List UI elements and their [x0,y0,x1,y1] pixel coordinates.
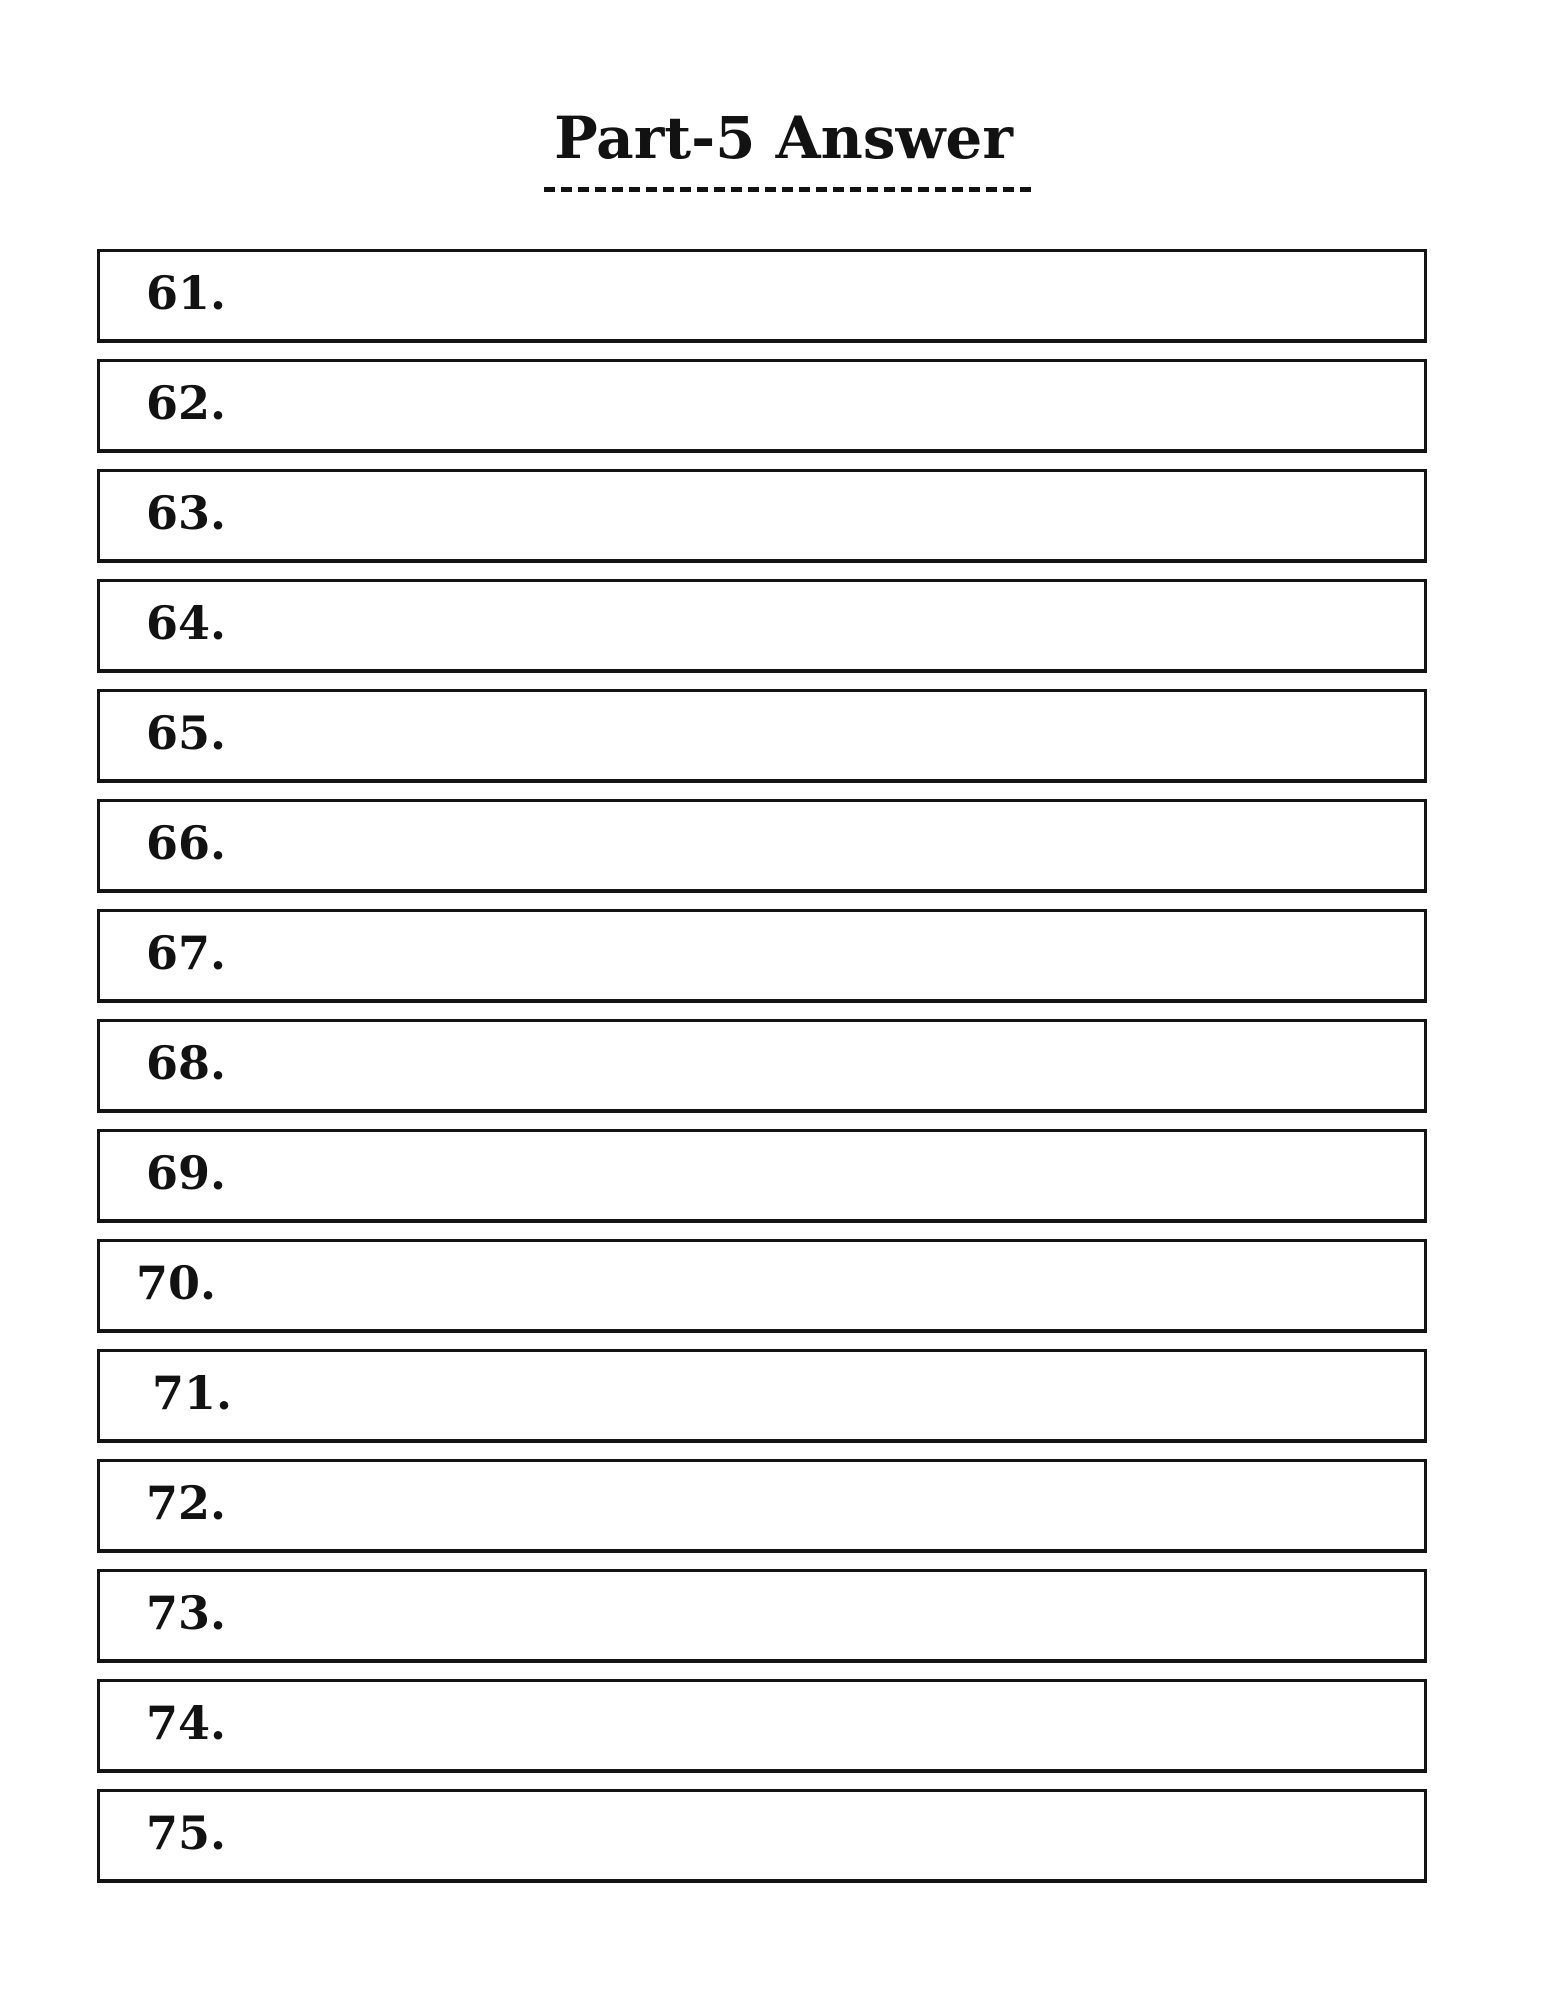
answer-box-70[interactable] [97,1239,1427,1333]
answer-number-label: 64. [146,596,227,651]
answer-number-label: 68. [146,1036,227,1091]
answer-number-label: 72. [146,1476,227,1531]
answer-number-label: 75. [146,1806,227,1861]
answer-box-71[interactable] [97,1349,1427,1443]
answer-box-63[interactable] [97,469,1427,563]
answer-box-62[interactable] [97,359,1427,453]
answer-box-75[interactable] [97,1789,1427,1883]
answer-number-label: 71. [152,1366,233,1421]
answer-box-61[interactable] [97,249,1427,343]
answer-box-67[interactable] [97,909,1427,1003]
answer-box-66[interactable] [97,799,1427,893]
page-title: Part-5 Answer [554,104,1013,172]
answer-box-65[interactable] [97,689,1427,783]
answer-number-label: 69. [146,1146,227,1201]
answer-box-69[interactable] [97,1129,1427,1223]
answer-number-label: 73. [146,1586,227,1641]
answer-box-72[interactable] [97,1459,1427,1553]
answer-box-68[interactable] [97,1019,1427,1113]
answer-box-74[interactable] [97,1679,1427,1773]
answer-number-label: 63. [146,486,227,541]
answer-number-label: 62. [146,376,227,431]
dashed-divider [544,187,1031,192]
answer-number-label: 61. [146,266,227,321]
answer-number-label: 74. [146,1696,227,1751]
answer-box-73[interactable] [97,1569,1427,1663]
answer-number-label: 70. [136,1256,217,1311]
answer-box-64[interactable] [97,579,1427,673]
answer-number-label: 67. [146,926,227,981]
answer-number-label: 66. [146,816,227,871]
answer-box-list [97,249,1427,1883]
answer-number-label: 65. [146,706,227,761]
